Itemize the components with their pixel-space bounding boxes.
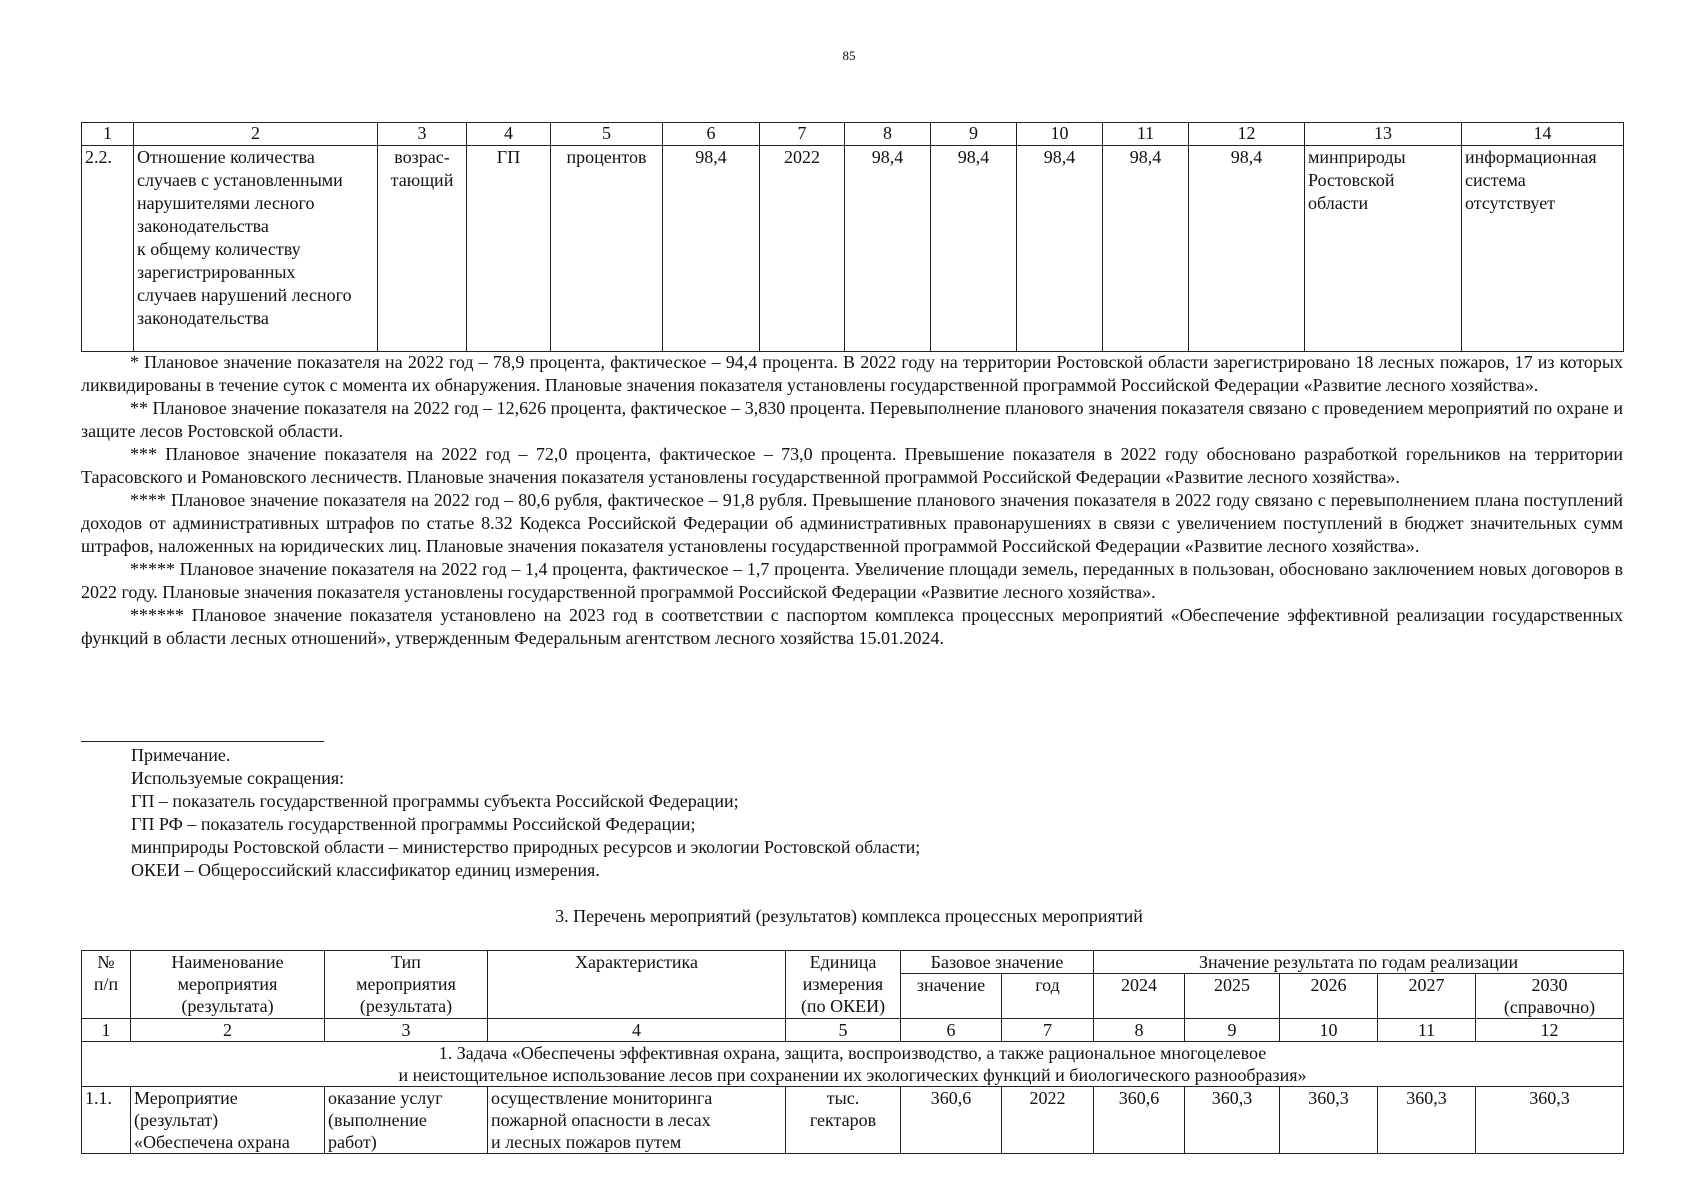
footnote: ****** Плановое значение показателя установлено на 2023 год в соответствии с паспортом комплекса процессных мероприятий «Обеспечение эффективной реализации государственных функций в области лесных отношений», утвержденным Федеральным агентством лесного хозяйства 15.01.2024. — [81, 605, 1623, 648]
base-year: 2022 — [1002, 1087, 1094, 1154]
column-number: 9 — [1185, 1019, 1280, 1042]
column-number: 12 — [1189, 123, 1305, 146]
column-number: 1 — [82, 123, 134, 146]
column-number: 5 — [551, 123, 663, 146]
value-2026: 360,3 — [1280, 1087, 1378, 1154]
indicators-table-header — [82, 123, 1624, 146]
row-number: 2.2. — [82, 146, 134, 352]
value-2024: 98,4 — [845, 146, 931, 352]
column-number: 10 — [1280, 1019, 1378, 1042]
column-number: 14 — [1462, 123, 1624, 146]
footnotes — [81, 351, 1623, 650]
note-line: ГП РФ – показатель государственной программы Российской Федерации; — [131, 814, 696, 834]
section-title: 3. Перечень мероприятий (результатов) комплекса процессных мероприятий — [555, 906, 1143, 926]
note-line: Используемые сокращения: — [131, 768, 345, 788]
column-number: 9 — [931, 123, 1017, 146]
base-value: 98,4 — [663, 146, 760, 352]
column-number: 12 — [1476, 1019, 1624, 1042]
footnote-separator — [81, 741, 324, 742]
info-system: информационная система отсутствует — [1462, 146, 1624, 352]
footnote: ***** Плановое значение показателя на 2022 год – 1,4 процента, фактическое – 1,7 процента. Увеличение площади земель, переданных в пользован, обосновано заключением новых договоров в 2022 году. Плановые значения показателя установлены государственной программой Российской Федерации «Развитие лесного хозяйства». — [81, 559, 1623, 602]
column-number: 3 — [378, 123, 467, 146]
column-number: 4 — [467, 123, 551, 146]
value-2024: 360,6 — [1094, 1087, 1185, 1154]
column-number: 2 — [134, 123, 378, 146]
note-line: ОКЕИ – Общероссийский классификатор единиц измерения. — [131, 860, 600, 880]
column-number: 11 — [1378, 1019, 1476, 1042]
footnote: ** Плановое значение показателя на 2022 год – 12,626 процента, фактическое – 3,830 процента. Перевыполнение планового значения показателя связано с проведением мероприятий по охране и защите лесов Ростовской области. — [81, 398, 1623, 441]
column-number: 8 — [1094, 1019, 1185, 1042]
header-type: Тип мероприятия (результата) — [325, 951, 488, 1019]
header-year-2025: 2025 — [1185, 974, 1280, 1019]
column-number: 7 — [760, 123, 845, 146]
notes — [131, 744, 920, 882]
table-row — [82, 1087, 1624, 1154]
column-number: 10 — [1017, 123, 1103, 146]
header-year-2024: 2024 — [1094, 974, 1185, 1019]
indicators-table — [81, 122, 1624, 352]
measure-name: Мероприятие (результат) «Обеспечена охрана — [131, 1087, 325, 1154]
column-number: 5 — [786, 1019, 901, 1042]
measures-table-header — [82, 951, 1624, 974]
column-numbers-row — [82, 1019, 1624, 1042]
column-number: 6 — [663, 123, 760, 146]
measure-type: оказание услуг (выполнение работ) — [325, 1087, 488, 1154]
note-line: ГП – показатель государственной программы субъекта Российской Федерации; — [131, 791, 739, 811]
column-number: 13 — [1305, 123, 1462, 146]
value-2027: 360,3 — [1378, 1087, 1476, 1154]
header-base: Базовое значение — [901, 951, 1094, 974]
header-year-2026: 2026 — [1280, 974, 1378, 1019]
measure-characteristic: осуществление мониторинга пожарной опасности в лесах и лесных пожаров путем — [488, 1087, 786, 1154]
note-line: минприроды Ростовской области – министерство природных ресурсов и экологии Ростовской области; — [131, 837, 921, 857]
measures-table — [81, 950, 1624, 1154]
base-value: 360,6 — [901, 1087, 1002, 1154]
footnote: **** Плановое значение показателя на 2022 год – 80,6 рубля, фактическое – 91,8 рубля. Превышение планового значения показателя в 2022 году связано с перевыполнением плана поступлений доходов от административных штрафов по статье 8.32 Кодекса Российской Федерации об административных правонарушениях в связи с увеличением поступлений в бюджет значительных сумм штрафов, наложенных на юридических лиц. Плановые значения показателя установлены государственной программой Российской Федерации «Развитие лесного хозяйства». — [81, 490, 1623, 556]
indicator-direction: возрас- тающий — [378, 146, 467, 352]
column-number: 4 — [488, 1019, 786, 1042]
value-2025: 360,3 — [1185, 1087, 1280, 1154]
footnote: * Плановое значение показателя на 2022 год – 78,9 процента, фактическое – 94,4 процента. В 2022 году на территории Ростовской области зарегистрировано 18 лесных пожаров, 17 из которых ликвидированы в течение суток с момента их обнаружения. Плановые значения показателя установлены государственной программой Российской Федерации «Развитие лесного хозяйства». — [81, 352, 1623, 395]
column-number: 8 — [845, 123, 931, 146]
responsible-body: минприроды Ростовской области — [1305, 146, 1462, 352]
column-number: 2 — [131, 1019, 325, 1042]
value-2025: 98,4 — [931, 146, 1017, 352]
column-number: 11 — [1103, 123, 1189, 146]
header-year-2027: 2027 — [1378, 974, 1476, 1019]
page-number: 85 — [842, 48, 856, 63]
header-characteristic: Характеристика — [488, 951, 786, 1019]
header-years: Значение результата по годам реализации — [1094, 951, 1624, 974]
footnote: *** Плановое значение показателя на 2022 год – 72,0 процента, фактическое – 73,0 процента. Превышение показателя в 2022 году обосновано разработкой горельников на территории Тарасовского и Романовского лесничеств. Плановые значения показателя установлены государственной программой Российской Федерации «Развитие лесного хозяйства». — [81, 444, 1623, 487]
header-name: Наименование мероприятия (результата) — [131, 951, 325, 1019]
column-number: 6 — [901, 1019, 1002, 1042]
value-2026: 98,4 — [1017, 146, 1103, 352]
indicator-level: ГП — [467, 146, 551, 352]
task-row — [82, 1042, 1624, 1087]
column-number: 7 — [1002, 1019, 1094, 1042]
column-number: 3 — [325, 1019, 488, 1042]
indicator-unit: процентов — [551, 146, 663, 352]
header-base-value: значение — [901, 974, 1002, 1019]
header-unit: Единица измерения (по ОКЕИ) — [786, 951, 901, 1019]
column-number: 1 — [82, 1019, 131, 1042]
base-year: 2022 — [760, 146, 845, 352]
header-num: № п/п — [82, 951, 131, 1019]
indicator-name: Отношение количества случаев с установленными нарушителями лесного законодательства к общему количеству зарегистрированных случаев нарушений лесного законодательства — [134, 146, 378, 352]
value-2027: 98,4 — [1103, 146, 1189, 352]
value-2030: 360,3 — [1476, 1087, 1624, 1154]
task-title: 1. Задача «Обеспечены эффективная охрана, защита, воспроизводство, а также рациональное многоцелевое и неистощительное использование лесов при сохранении их экологических функций и биологического разнообразия» — [82, 1042, 1624, 1087]
header-year-2030: 2030 (справочно) — [1476, 974, 1624, 1019]
note-line: Примечание. — [131, 745, 231, 765]
table-row — [82, 146, 1624, 352]
value-2030: 98,4 — [1189, 146, 1305, 352]
row-number: 1.1. — [82, 1087, 131, 1154]
header-base-year: год — [1002, 974, 1094, 1019]
measure-unit: тыс. гектаров — [786, 1087, 901, 1154]
